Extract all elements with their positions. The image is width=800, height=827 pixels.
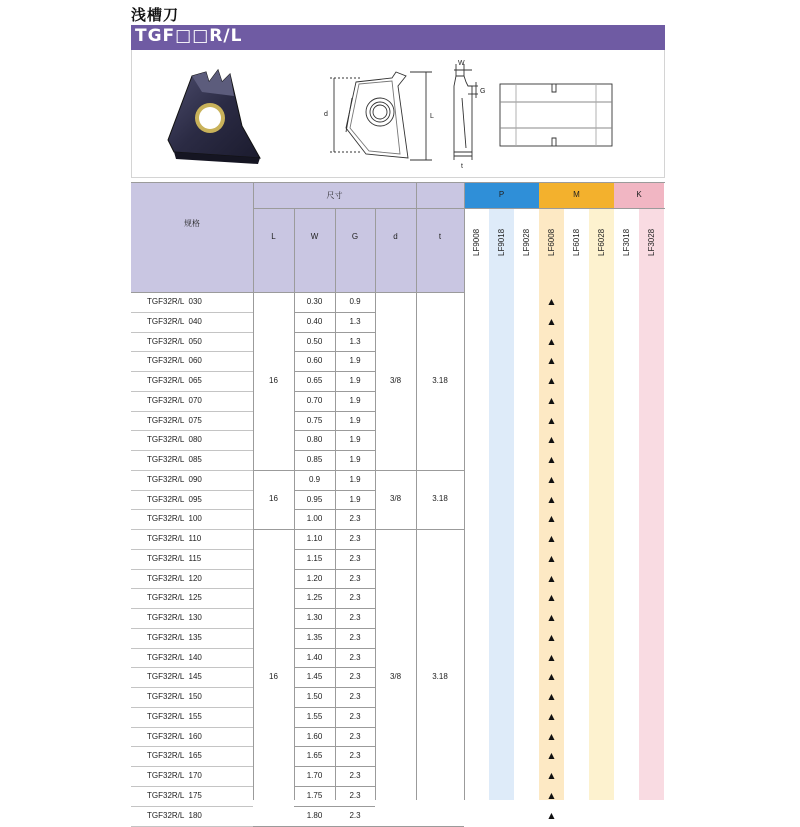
row-divider	[131, 430, 253, 431]
width-value: 0.70	[306, 395, 323, 405]
groove-value: 1.9	[349, 474, 361, 484]
insert-model-code: TGF32R/L 040	[147, 316, 202, 326]
availability-mark: ▲	[548, 810, 555, 820]
availability-mark: ▲	[548, 455, 555, 465]
width-value: 1.70	[306, 771, 323, 781]
dimensions-header-label: 尺寸	[326, 191, 343, 200]
insert-model-code: TGF32R/L 065	[147, 376, 202, 386]
row-divider	[131, 727, 253, 728]
groove-value: 2.3	[349, 711, 361, 721]
row-divider	[131, 648, 253, 649]
row-divider	[131, 707, 253, 708]
availability-mark: ▲	[548, 791, 555, 800]
col-divider	[416, 182, 417, 800]
col-divider	[416, 182, 417, 208]
inscribed-diameter-value: 3/8	[389, 375, 402, 385]
insert-model-code: TGF32R/L 155	[147, 711, 202, 721]
row-divider	[131, 509, 253, 510]
insert-drawing-panel	[131, 50, 665, 178]
availability-mark: ▲	[548, 474, 555, 484]
row-divider	[131, 332, 253, 333]
groove-value: 1.3	[349, 336, 361, 346]
width-value: 1.35	[306, 632, 323, 642]
row-divider	[131, 826, 253, 827]
model-header-bar	[131, 25, 665, 50]
width-value: 1.65	[306, 751, 323, 761]
groove-value: 0.9	[349, 297, 361, 306]
header-row1-divider	[253, 208, 665, 209]
model-code: TGF□□R/L	[135, 26, 243, 46]
dim-t-label: t	[461, 163, 463, 170]
availability-mark: ▲	[548, 494, 555, 504]
row-divider	[131, 628, 253, 629]
groove-value: 2.3	[349, 771, 361, 781]
grade-column-tint	[614, 208, 639, 800]
groove-value: 2.3	[349, 534, 361, 544]
groove-value: 1.9	[349, 376, 361, 386]
width-value: 1.45	[306, 672, 323, 682]
insert-model-code: TGF32R/L 100	[147, 514, 202, 524]
groove-value: 2.3	[349, 652, 361, 662]
insert-model-code: TGF32R/L 125	[147, 593, 202, 603]
header-spec-bg	[131, 182, 253, 292]
dim-w-label: W	[458, 60, 465, 67]
column-header-w: W	[310, 232, 319, 241]
width-value: 1.50	[306, 692, 323, 702]
grade-header-lf9028: LF9028	[522, 228, 531, 256]
header-bottom-border	[131, 292, 464, 293]
column-header-g: G	[351, 232, 359, 241]
insert-model-code: TGF32R/L 145	[147, 672, 202, 682]
column-header-d: d	[393, 232, 398, 241]
inscribed-diameter-value: 3/8	[389, 672, 402, 682]
availability-mark: ▲	[548, 771, 555, 781]
row-divider	[131, 687, 253, 688]
row-divider	[294, 806, 375, 807]
row-divider	[131, 806, 253, 807]
row-divider	[131, 569, 253, 570]
availability-mark: ▲	[548, 415, 555, 425]
grade-header-lf6018: LF6018	[572, 228, 581, 256]
groove-value: 1.9	[349, 356, 361, 366]
grade-group-label-p: P	[498, 190, 505, 199]
availability-mark: ▲	[548, 751, 555, 761]
length-value: 16	[269, 494, 278, 504]
groove-value: 2.3	[349, 731, 361, 741]
availability-mark: ▲	[548, 395, 555, 405]
length-value: 16	[269, 375, 278, 385]
groove-value: 2.3	[349, 791, 361, 800]
grade-column-tint	[514, 208, 539, 800]
row-divider	[131, 608, 253, 609]
availability-mark: ▲	[548, 731, 555, 741]
insert-model-code: TGF32R/L 095	[147, 494, 202, 504]
page-title: 浅槽刀	[131, 6, 180, 24]
availability-mark: ▲	[548, 435, 555, 445]
grade-header-lf6028: LF6028	[597, 228, 606, 256]
groove-value: 1.9	[349, 435, 361, 445]
row-divider	[131, 588, 253, 589]
width-value: 0.9	[308, 474, 321, 484]
row-divider	[131, 351, 253, 352]
column-header-l: L	[271, 232, 276, 241]
row-divider	[131, 529, 253, 530]
group-divider	[253, 529, 464, 530]
length-value: 16	[269, 672, 278, 682]
col-divider	[253, 182, 254, 800]
width-value: 0.65	[306, 376, 323, 386]
availability-mark: ▲	[548, 613, 555, 623]
grade-header-lf9008: LF9008	[472, 228, 481, 256]
insert-model-code: TGF32R/L 030	[147, 297, 202, 306]
groove-value: 2.3	[349, 613, 361, 623]
grade-column-tint	[564, 208, 589, 800]
spec-table	[131, 182, 665, 820]
insert-photo	[162, 66, 272, 166]
width-value: 1.00	[306, 514, 323, 524]
groove-value: 2.3	[349, 553, 361, 563]
column-header-t: t	[438, 232, 442, 241]
width-value: 0.50	[306, 336, 323, 346]
width-value: 1.30	[306, 613, 323, 623]
group-divider	[253, 470, 464, 471]
width-value: 1.25	[306, 593, 323, 603]
grade-header-lf6008: LF6008	[547, 228, 556, 256]
availability-mark: ▲	[548, 553, 555, 563]
width-value: 1.20	[306, 573, 323, 583]
inscribed-diameter-value: 3/8	[389, 494, 402, 504]
insert-model-code: TGF32R/L 160	[147, 731, 202, 741]
insert-model-code: TGF32R/L 080	[147, 435, 202, 445]
dim-d-label: d	[324, 111, 328, 118]
row-divider	[131, 549, 253, 550]
row-divider	[131, 470, 253, 471]
width-value: 0.95	[306, 494, 323, 504]
insert-front-view-drawing	[322, 68, 442, 168]
width-value: 1.55	[306, 711, 323, 721]
grade-column-tint	[464, 208, 489, 800]
insert-model-code: TGF32R/L 135	[147, 632, 202, 642]
availability-mark: ▲	[548, 514, 555, 524]
insert-model-code: TGF32R/L 140	[147, 652, 202, 662]
width-value: 1.60	[306, 731, 323, 741]
availability-mark: ▲	[548, 297, 555, 306]
insert-model-code: TGF32R/L 170	[147, 771, 202, 781]
insert-model-code: TGF32R/L 115	[147, 553, 202, 563]
group-divider	[253, 826, 464, 827]
insert-top-view-drawing	[496, 80, 616, 152]
width-value: 1.40	[306, 652, 323, 662]
col-divider	[464, 182, 465, 800]
groove-value: 2.3	[349, 810, 361, 820]
insert-model-code: TGF32R/L 150	[147, 692, 202, 702]
width-value: 1.75	[306, 791, 323, 800]
availability-mark: ▲	[548, 534, 555, 544]
insert-model-code: TGF32R/L 090	[147, 474, 202, 484]
groove-value: 1.9	[349, 415, 361, 425]
col-divider	[294, 208, 295, 800]
row-divider	[131, 746, 253, 747]
width-value: 0.75	[306, 415, 323, 425]
insert-model-code: TGF32R/L 175	[147, 791, 202, 800]
availability-mark: ▲	[548, 672, 555, 682]
groove-value: 2.3	[349, 692, 361, 702]
grade-group-label-k: K	[636, 190, 642, 199]
availability-mark: ▲	[548, 632, 555, 642]
groove-value: 1.3	[349, 316, 361, 326]
availability-mark: ▲	[548, 376, 555, 386]
width-value: 0.60	[306, 356, 323, 366]
row-divider	[131, 786, 253, 787]
width-value: 0.85	[306, 455, 323, 465]
table-top-border	[131, 182, 665, 183]
availability-mark: ▲	[548, 692, 555, 702]
width-value: 1.10	[306, 534, 323, 544]
row-divider	[131, 371, 253, 372]
availability-mark: ▲	[548, 316, 555, 326]
insert-model-code: TGF32R/L 165	[147, 751, 202, 761]
grade-column-tint	[639, 208, 664, 800]
availability-mark: ▲	[548, 711, 555, 721]
insert-model-code: TGF32R/L 110	[147, 534, 202, 544]
insert-model-code: TGF32R/L 050	[147, 336, 202, 346]
row-divider	[131, 312, 253, 313]
groove-value: 1.9	[349, 494, 361, 504]
grade-group-label-m: M	[573, 190, 580, 199]
row-divider	[131, 667, 253, 668]
row-divider	[131, 411, 253, 412]
dim-l-label: L	[430, 113, 434, 120]
groove-value: 1.9	[349, 455, 361, 465]
grade-header-lf3018: LF3018	[622, 228, 631, 256]
width-value: 0.80	[306, 435, 323, 445]
insert-model-code: TGF32R/L 120	[147, 573, 202, 583]
grade-column-tint	[489, 208, 514, 800]
groove-value: 2.3	[349, 514, 361, 524]
thickness-value: 3.18	[432, 672, 448, 682]
width-value: 1.80	[306, 810, 323, 820]
row-divider	[131, 391, 253, 392]
groove-value: 1.9	[349, 395, 361, 405]
row-divider	[131, 490, 253, 491]
row-divider	[131, 766, 253, 767]
insert-model-code: TGF32R/L 075	[147, 415, 202, 425]
availability-mark: ▲	[548, 593, 555, 603]
insert-model-code: TGF32R/L 060	[147, 356, 202, 366]
dim-g-label: G	[480, 88, 486, 95]
insert-model-code: TGF32R/L 180	[147, 810, 202, 820]
row-divider	[131, 450, 253, 451]
groove-value: 2.3	[349, 672, 361, 682]
availability-mark: ▲	[548, 573, 555, 583]
thickness-value: 3.18	[432, 375, 448, 385]
width-value: 0.40	[306, 316, 323, 326]
availability-mark: ▲	[548, 652, 555, 662]
grade-column-tint	[589, 208, 614, 800]
col-divider	[335, 208, 336, 800]
groove-value: 2.3	[349, 632, 361, 642]
groove-value: 2.3	[349, 751, 361, 761]
spec-header-label: 规格	[184, 219, 200, 228]
grade-header-lf9018: LF9018	[497, 228, 506, 256]
col-divider	[375, 208, 376, 800]
insert-side-view-drawing	[442, 58, 492, 170]
insert-model-code: TGF32R/L 085	[147, 455, 202, 465]
grade-header-lf3028: LF3028	[647, 228, 656, 256]
groove-value: 2.3	[349, 573, 361, 583]
insert-model-code: TGF32R/L 130	[147, 613, 202, 623]
width-value: 1.15	[306, 553, 323, 563]
insert-model-code: TGF32R/L 070	[147, 395, 202, 405]
availability-mark: ▲	[548, 336, 555, 346]
thickness-value: 3.18	[432, 494, 448, 504]
width-value: 0.30	[306, 297, 323, 306]
availability-mark: ▲	[548, 356, 555, 366]
groove-value: 2.3	[349, 593, 361, 603]
